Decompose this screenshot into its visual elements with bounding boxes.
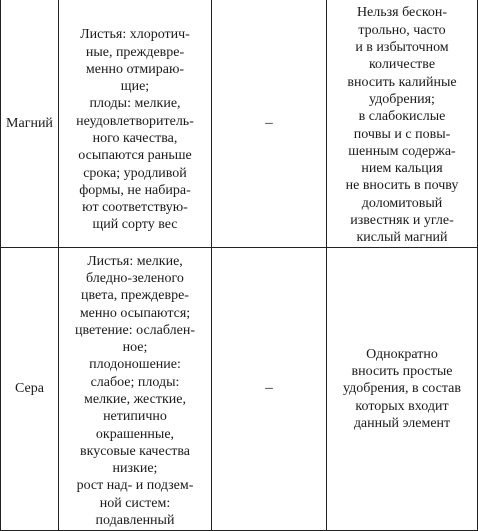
- element-name: Магний: [6, 115, 53, 131]
- middle-cell-magnesium: [212, 0, 326, 247]
- recommendation-text: Нельзя бескон- трольно, часто и в избыточном количестве вносить калийные удобрения; в слабокислые почвы и с повы- шенным содержа- нием кальция не вносить в почву доломитовый известняк и угле- кислый магний: [345, 5, 459, 246]
- symptoms-text: Листья: хлоротич- ные, преждевре- менно отмираю- щие; плоды: мелкие, неудовлетворитель- ного качества, осыпаются раньше срока; уродливой формы, не набира- ют соответствую- щий сорту вес: [76, 27, 194, 233]
- symptoms-cell-sulfur: [59, 252, 211, 530]
- element-cell-magnesium: [1, 0, 58, 247]
- symptoms-text: Листья: мелкие, бледно-зеленого цвета, преждевре- менно осыпаются; цветение: ослаблен- ное; плодоношение: слабое; плоды: мелкие, жесткие, нетипично окрашенные, вкусовые качества низкие; рост над- и подзем- ной систем: подавленный: [74, 253, 196, 529]
- recommendation-text: Однократно вносить простые удобрения, в состав которых входит данный элемент: [342, 346, 461, 431]
- dash-mark: –: [265, 114, 273, 131]
- middle-cell-sulfur: [212, 248, 326, 530]
- recommendation-cell-sulfur: [327, 248, 477, 530]
- element-name: Сера: [15, 381, 44, 397]
- dash-mark: –: [265, 380, 273, 397]
- recommendation-cell-magnesium: [327, 4, 477, 247]
- symptoms-cell-magnesium: [59, 26, 211, 234]
- element-cell-sulfur: [1, 248, 58, 530]
